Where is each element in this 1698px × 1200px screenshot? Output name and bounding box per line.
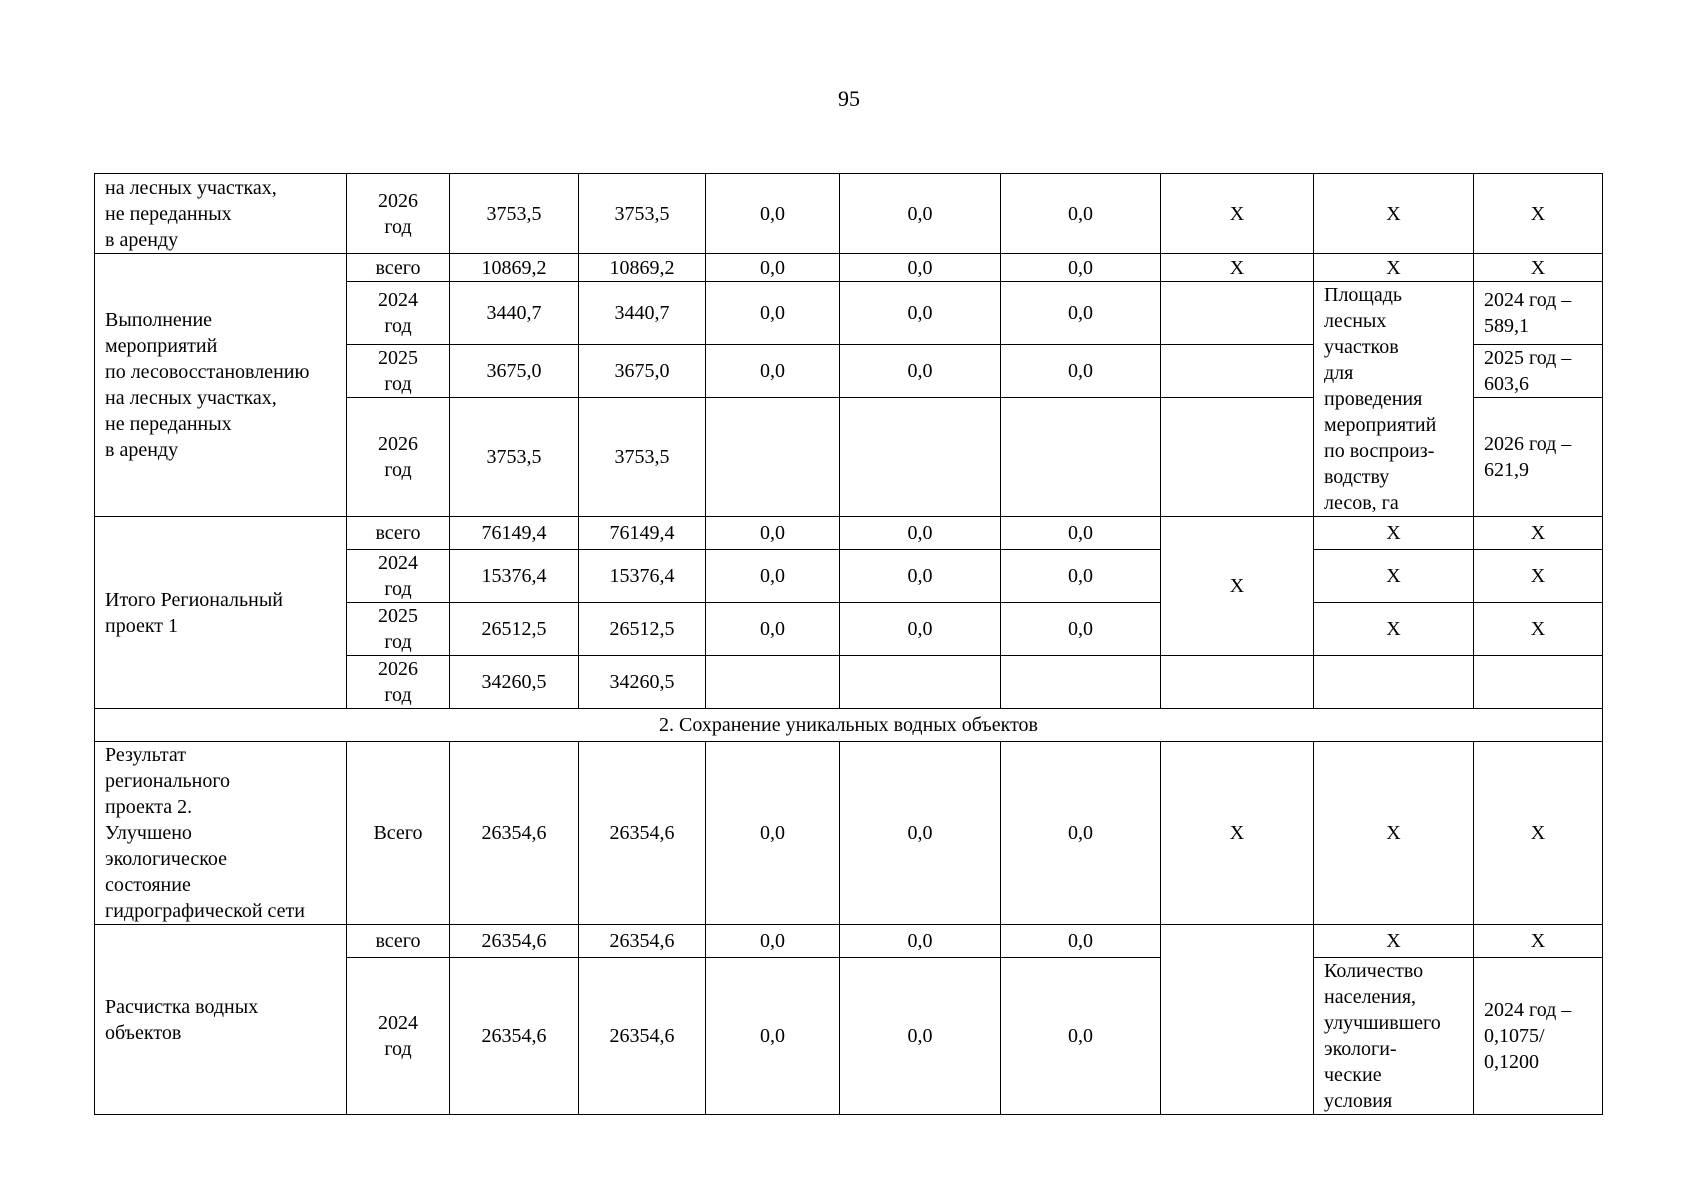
- total-cell: 26354,6: [450, 925, 579, 958]
- value-cell: 0,0: [1001, 174, 1161, 254]
- value-cell: 0,0: [1001, 254, 1161, 282]
- value-cell: 0,0: [840, 742, 1001, 925]
- empty-cell: [1161, 344, 1314, 398]
- total-cell: 15376,4: [450, 550, 579, 603]
- x-mark-cell: Х: [1314, 517, 1474, 550]
- total-cell: 3753,5: [450, 398, 579, 517]
- period-cell: 2026 год: [347, 174, 450, 254]
- empty-cell: [1161, 925, 1314, 1115]
- value-cell: 0,0: [1001, 742, 1161, 925]
- x-mark-cell: Х: [1474, 550, 1603, 603]
- x-mark-cell: Х: [1474, 254, 1603, 282]
- x-mark-cell: Х: [1474, 517, 1603, 550]
- total-cell: 10869,2: [450, 254, 579, 282]
- plan-value-cell: 2024 год – 0,1075/ 0,1200: [1474, 958, 1603, 1115]
- total-cell: 26354,6: [450, 958, 579, 1115]
- total-cell: 26512,5: [450, 603, 579, 656]
- x-mark-cell: Х: [1314, 742, 1474, 925]
- value-cell: 3753,5: [579, 398, 706, 517]
- x-mark-cell: Х: [1161, 174, 1314, 254]
- plan-value-cell: 2026 год – 621,9: [1474, 398, 1603, 517]
- x-mark-cell: Х: [1474, 742, 1603, 925]
- x-mark-cell: Х: [1314, 254, 1474, 282]
- value-cell: 10869,2: [579, 254, 706, 282]
- value-cell: 0,0: [840, 517, 1001, 550]
- total-cell: 26354,6: [450, 742, 579, 925]
- value-cell: 0,0: [840, 958, 1001, 1115]
- value-cell: 3675,0: [579, 344, 706, 398]
- page-number: 95: [838, 86, 860, 111]
- value-cell: 0,0: [1001, 517, 1161, 550]
- empty-cell: [1001, 656, 1161, 709]
- period-cell: 2024 год: [347, 958, 450, 1115]
- x-mark-cell: Х: [1314, 603, 1474, 656]
- value-cell: 0,0: [706, 174, 840, 254]
- period-cell: 2025 год: [347, 344, 450, 398]
- value-cell: 0,0: [1001, 550, 1161, 603]
- period-cell: 2025 год: [347, 603, 450, 656]
- event-name-cell: Расчистка водных объектов: [95, 925, 347, 1115]
- period-cell: 2026 год: [347, 656, 450, 709]
- value-cell: 26354,6: [579, 925, 706, 958]
- indicator-cell: Площадь лесных участков для проведения мероприятий по воспроиз- водству лесов, га: [1314, 282, 1474, 517]
- empty-cell: [1161, 656, 1314, 709]
- empty-cell: [706, 398, 840, 517]
- value-cell: 0,0: [1001, 282, 1161, 345]
- value-cell: 0,0: [1001, 958, 1161, 1115]
- value-cell: 0,0: [706, 742, 840, 925]
- total-cell: 3675,0: [450, 344, 579, 398]
- plan-value-cell: 2025 год – 603,6: [1474, 344, 1603, 398]
- x-mark-cell: Х: [1474, 603, 1603, 656]
- value-cell: 0,0: [1001, 603, 1161, 656]
- period-cell: 2024 год: [347, 282, 450, 345]
- value-cell: 3753,5: [579, 174, 706, 254]
- event-name-cell: Выполнение мероприятий по лесовосстановлению на лесных участках, не переданных в аренду: [95, 254, 347, 517]
- event-name-cell: Результат регионального проекта 2. Улучшено экологическое состояние гидрографической сети: [95, 742, 347, 925]
- plan-value-cell: 2024 год – 589,1: [1474, 282, 1603, 345]
- empty-cell: [1161, 398, 1314, 517]
- empty-cell: [1161, 282, 1314, 345]
- period-cell: всего: [347, 517, 450, 550]
- value-cell: 0,0: [840, 344, 1001, 398]
- budget-table: [94, 173, 1603, 1115]
- value-cell: 0,0: [706, 344, 840, 398]
- value-cell: 0,0: [706, 282, 840, 345]
- value-cell: 0,0: [706, 550, 840, 603]
- x-mark-cell: Х: [1161, 517, 1314, 656]
- value-cell: 0,0: [706, 603, 840, 656]
- empty-cell: [840, 656, 1001, 709]
- value-cell: 26512,5: [579, 603, 706, 656]
- x-mark-cell: Х: [1161, 254, 1314, 282]
- section-heading-row: [95, 709, 1603, 742]
- period-cell: 2026 год: [347, 398, 450, 517]
- empty-cell: [840, 398, 1001, 517]
- table-row: [95, 925, 1603, 958]
- table-row: [95, 742, 1603, 925]
- x-mark-cell: Х: [1314, 550, 1474, 603]
- value-cell: 0,0: [706, 925, 840, 958]
- value-cell: 0,0: [840, 603, 1001, 656]
- value-cell: 34260,5: [579, 656, 706, 709]
- event-name-cell: на лесных участках, не переданных в аренду: [95, 174, 347, 254]
- event-name-cell: Итого Региональный проект 1: [95, 517, 347, 709]
- value-cell: 0,0: [840, 174, 1001, 254]
- value-cell: 0,0: [840, 925, 1001, 958]
- value-cell: 0,0: [706, 958, 840, 1115]
- value-cell: 76149,4: [579, 517, 706, 550]
- value-cell: 3440,7: [579, 282, 706, 345]
- value-cell: 26354,6: [579, 742, 706, 925]
- value-cell: 26354,6: [579, 958, 706, 1115]
- period-cell: всего: [347, 254, 450, 282]
- period-cell: 2024 год: [347, 550, 450, 603]
- value-cell: 0,0: [840, 550, 1001, 603]
- empty-cell: [706, 656, 840, 709]
- value-cell: 0,0: [1001, 344, 1161, 398]
- section-heading: 2. Сохранение уникальных водных объектов: [95, 709, 1603, 742]
- x-mark-cell: Х: [1314, 174, 1474, 254]
- value-cell: 0,0: [706, 254, 840, 282]
- value-cell: 0,0: [1001, 925, 1161, 958]
- x-mark-cell: Х: [1474, 925, 1603, 958]
- empty-cell: [1474, 656, 1603, 709]
- total-cell: 3440,7: [450, 282, 579, 345]
- table-row: [95, 254, 1603, 282]
- table-row: [95, 174, 1603, 254]
- empty-cell: [1001, 398, 1161, 517]
- total-cell: 76149,4: [450, 517, 579, 550]
- empty-cell: [1314, 656, 1474, 709]
- period-cell: всего: [347, 925, 450, 958]
- value-cell: 0,0: [840, 282, 1001, 345]
- value-cell: 0,0: [706, 517, 840, 550]
- value-cell: 0,0: [840, 254, 1001, 282]
- x-mark-cell: Х: [1314, 925, 1474, 958]
- x-mark-cell: Х: [1474, 174, 1603, 254]
- value-cell: 15376,4: [579, 550, 706, 603]
- total-cell: 34260,5: [450, 656, 579, 709]
- period-cell: Всего: [347, 742, 450, 925]
- x-mark-cell: Х: [1161, 742, 1314, 925]
- table-row: [95, 517, 1603, 550]
- total-cell: 3753,5: [450, 174, 579, 254]
- indicator-cell: Количество населения, улучшившего экологи- ческие условия: [1314, 958, 1474, 1115]
